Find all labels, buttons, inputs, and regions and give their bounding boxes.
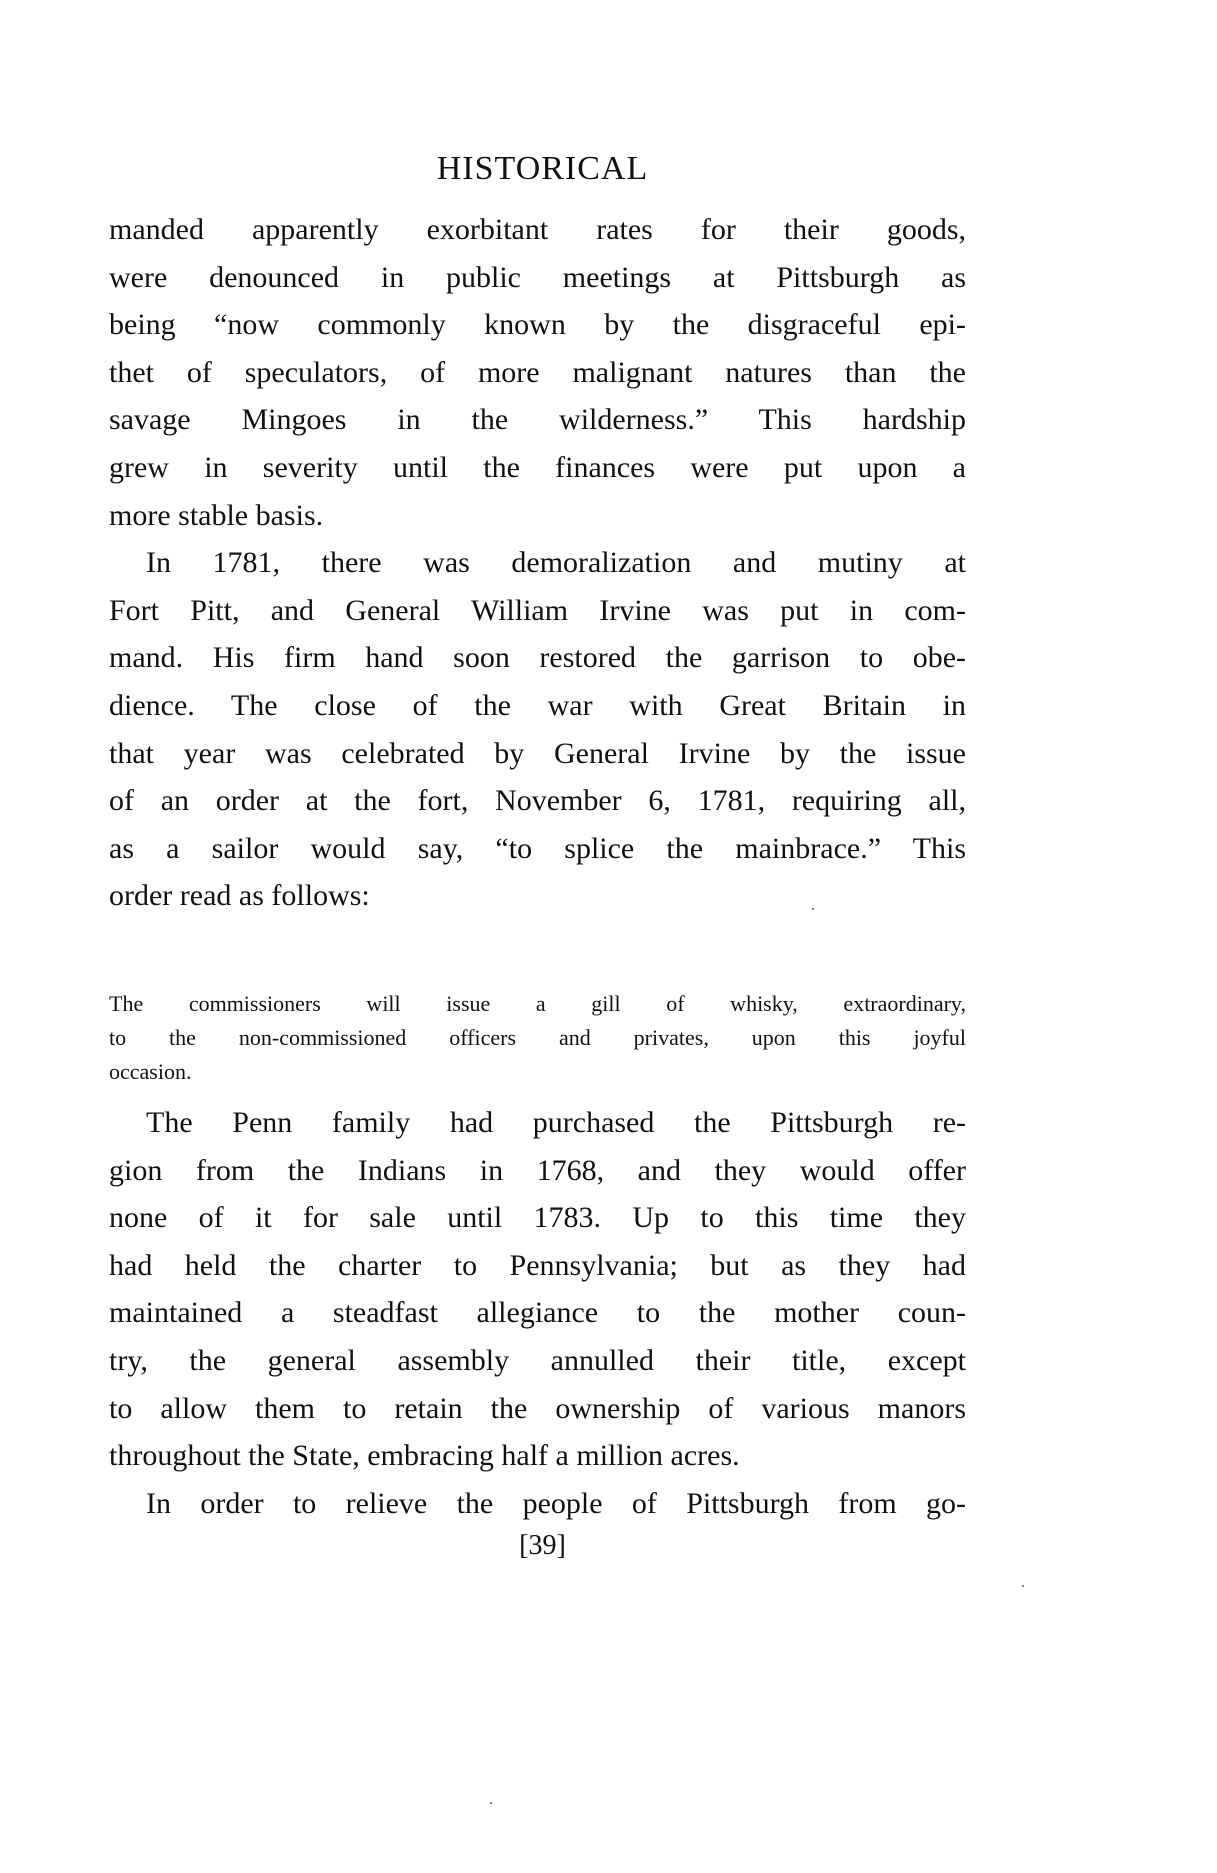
body-text-bottom — [109, 1099, 966, 1527]
text-line: thet of speculators, of more malignant natures than the — [109, 355, 966, 389]
text-line: occasion. — [109, 1059, 192, 1084]
text-line: as a sailor would say, “to splice the mainbrace.” This — [109, 831, 966, 865]
text-line: more stable basis. — [109, 498, 324, 532]
text-line: In 1781, there was demoralization and mutiny at — [146, 546, 966, 580]
text-line: try, the general assembly annulled their title, except — [109, 1343, 966, 1377]
text-line: were denounced in public meetings at Pittsburgh as — [109, 260, 966, 294]
text-line: had held the charter to Pennsylvania; but as they had — [109, 1248, 966, 1282]
scan-speck — [1022, 1585, 1024, 1587]
text-line: none of it for sale until 1783. Up to this time they — [109, 1201, 966, 1235]
text-line: The Penn family had purchased the Pittsburgh re- — [146, 1106, 966, 1139]
text-line: of an order at the fort, November 6, 1781, requiring all, — [109, 784, 966, 818]
text-line: that year was celebrated by General Irvine by the issue — [109, 736, 966, 770]
block-quote — [109, 987, 966, 1089]
text-line: savage Mingoes in the wilderness.” This hardship — [109, 403, 966, 437]
text-line: grew in severity until the finances were put upon a — [109, 450, 966, 484]
scan-speck — [490, 1802, 492, 1804]
text-line: throughout the State, embracing half a million acres. — [109, 1439, 740, 1473]
text-line: The commissioners will issue a gill of whisky, extraordinary, — [109, 991, 966, 1016]
text-line: being “now commonly known by the disgraceful epi- — [109, 308, 966, 342]
text-line: gion from the Indians in 1768, and they would offer — [109, 1153, 966, 1187]
scan-speck — [812, 908, 814, 910]
page-number: [39] — [519, 1530, 566, 1561]
running-header: HISTORICAL — [436, 150, 649, 187]
text-line: mand. His firm hand soon restored the garrison to obe- — [109, 641, 966, 675]
text-line: maintained a steadfast allegiance to the mother coun- — [109, 1296, 966, 1330]
body-text-top — [109, 206, 966, 920]
text-line: Fort Pitt, and General William Irvine was put in com- — [109, 593, 966, 627]
text-line: dience. The close of the war with Great Britain in — [109, 688, 966, 722]
text-line: to the non-commissioned officers and privates, upon this joyful — [109, 1025, 966, 1050]
text-line: In order to relieve the people of Pittsburgh from go- — [146, 1486, 966, 1520]
text-line: to allow them to retain the ownership of various manors — [109, 1391, 966, 1425]
text-line: manded apparently exorbitant rates for their goods, — [109, 213, 966, 246]
text-line: order read as follows: — [109, 879, 370, 913]
